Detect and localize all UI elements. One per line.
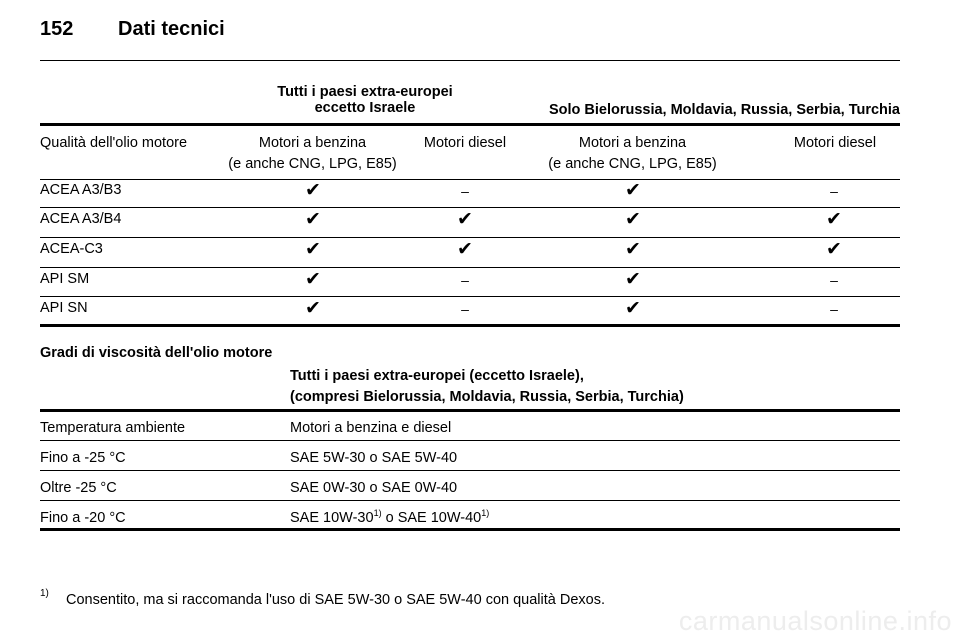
dash-mark: – bbox=[830, 272, 838, 288]
col-header-petrol-1-sub: (e anche CNG, LPG, E85) bbox=[228, 156, 397, 172]
viscosity-row-rule bbox=[40, 500, 900, 501]
viscosity-colheader-rule bbox=[40, 440, 900, 441]
col-header-petrol-2 bbox=[520, 135, 745, 172]
dash-mark: – bbox=[461, 183, 469, 199]
footnote-ref: 1) bbox=[481, 508, 490, 518]
check-icon: ✔ bbox=[305, 239, 321, 260]
footnote-text: Consentito, ma si raccomanda l'uso di SAE 5W-30 o SAE 5W-40 con qualità Dexos. bbox=[66, 592, 605, 608]
group-header-specific-countries: Solo Bielorussia, Moldavia, Russia, Serbia, Turchia bbox=[548, 102, 900, 118]
dash-mark: – bbox=[830, 301, 838, 317]
check-icon: ✔ bbox=[826, 239, 842, 260]
viscosity-row-3-grade-b: o SAE 10W-40 bbox=[381, 510, 482, 526]
check-icon: ✔ bbox=[457, 239, 473, 260]
quality-row-label: ACEA-C3 bbox=[40, 241, 103, 257]
check-icon: ✔ bbox=[826, 209, 842, 230]
check-icon: ✔ bbox=[625, 298, 641, 319]
col-header-petrol-2-label: Motori a benzina bbox=[578, 135, 687, 151]
dash-mark: – bbox=[461, 301, 469, 317]
viscosity-header-line2: (compresi Bielorussia, Moldavia, Russia, Serbia, Turchia) bbox=[290, 389, 684, 405]
quality-row-rule bbox=[40, 207, 900, 208]
check-icon: ✔ bbox=[305, 209, 321, 230]
quality-row-label: API SN bbox=[40, 300, 88, 316]
check-icon: ✔ bbox=[625, 180, 641, 201]
check-icon: ✔ bbox=[305, 269, 321, 290]
col-header-diesel-1: Motori diesel bbox=[423, 135, 507, 151]
col-header-quality: Qualità dell'olio motore bbox=[40, 135, 188, 151]
viscosity-header-rule bbox=[40, 409, 900, 412]
viscosity-bottom-rule bbox=[40, 528, 900, 531]
quality-row-label: ACEA A3/B4 bbox=[40, 211, 122, 227]
viscosity-header-line1: Tutti i paesi extra-europei (eccetto Israele), bbox=[290, 368, 584, 384]
viscosity-row-1-temp: Fino a -25 °C bbox=[40, 450, 126, 466]
dash-mark: – bbox=[461, 272, 469, 288]
footnote-marker: 1) bbox=[40, 588, 49, 599]
viscosity-row-3-temp: Fino a -20 °C bbox=[40, 510, 126, 526]
check-icon: ✔ bbox=[625, 209, 641, 230]
header-divider bbox=[40, 60, 900, 61]
quality-row-rule bbox=[40, 267, 900, 268]
group-header-extra-eu bbox=[240, 84, 490, 116]
viscosity-row-2-grade: SAE 0W-30 o SAE 0W-40 bbox=[290, 480, 458, 496]
group-header-extra-eu-line2: eccetto Israele bbox=[314, 100, 416, 116]
viscosity-section-title: Gradi di viscosità dell'olio motore bbox=[40, 345, 273, 361]
page-number: 152 bbox=[40, 18, 74, 40]
dash-mark: – bbox=[830, 183, 838, 199]
col-header-petrol-1-label: Motori a benzina bbox=[258, 135, 367, 151]
quality-row-label: API SM bbox=[40, 271, 90, 287]
col-header-petrol-2-sub: (e anche CNG, LPG, E85) bbox=[548, 156, 717, 172]
quality-bottom-rule bbox=[40, 324, 900, 327]
viscosity-row-1-grade: SAE 5W-30 o SAE 5W-40 bbox=[290, 450, 458, 466]
viscosity-row-2-temp: Oltre -25 °C bbox=[40, 480, 117, 496]
check-icon: ✔ bbox=[625, 269, 641, 290]
quality-row-rule bbox=[40, 296, 900, 297]
viscosity-row-rule bbox=[40, 470, 900, 471]
col-header-temperature: Temperatura ambiente bbox=[40, 420, 186, 436]
col-header-petrol-1 bbox=[200, 135, 425, 172]
page-title: Dati tecnici bbox=[118, 18, 225, 40]
group-header-extra-eu-line1: Tutti i paesi extra-europei bbox=[277, 84, 453, 100]
check-icon: ✔ bbox=[625, 239, 641, 260]
quality-colheader-rule bbox=[40, 179, 900, 180]
viscosity-row-3-grade bbox=[290, 510, 489, 526]
footnote-ref: 1) bbox=[373, 508, 382, 518]
check-icon: ✔ bbox=[305, 298, 321, 319]
check-icon: ✔ bbox=[457, 209, 473, 230]
quality-header-rule bbox=[40, 123, 900, 126]
viscosity-row-3-grade-a: SAE 10W-30 bbox=[290, 510, 374, 526]
quality-row-label: ACEA A3/B3 bbox=[40, 182, 122, 198]
watermark: carmanualsonline.info bbox=[678, 606, 952, 636]
col-header-diesel-2: Motori diesel bbox=[793, 135, 877, 151]
quality-row-rule bbox=[40, 237, 900, 238]
col-header-engines: Motori a benzina e diesel bbox=[290, 420, 452, 436]
check-icon: ✔ bbox=[305, 180, 321, 201]
